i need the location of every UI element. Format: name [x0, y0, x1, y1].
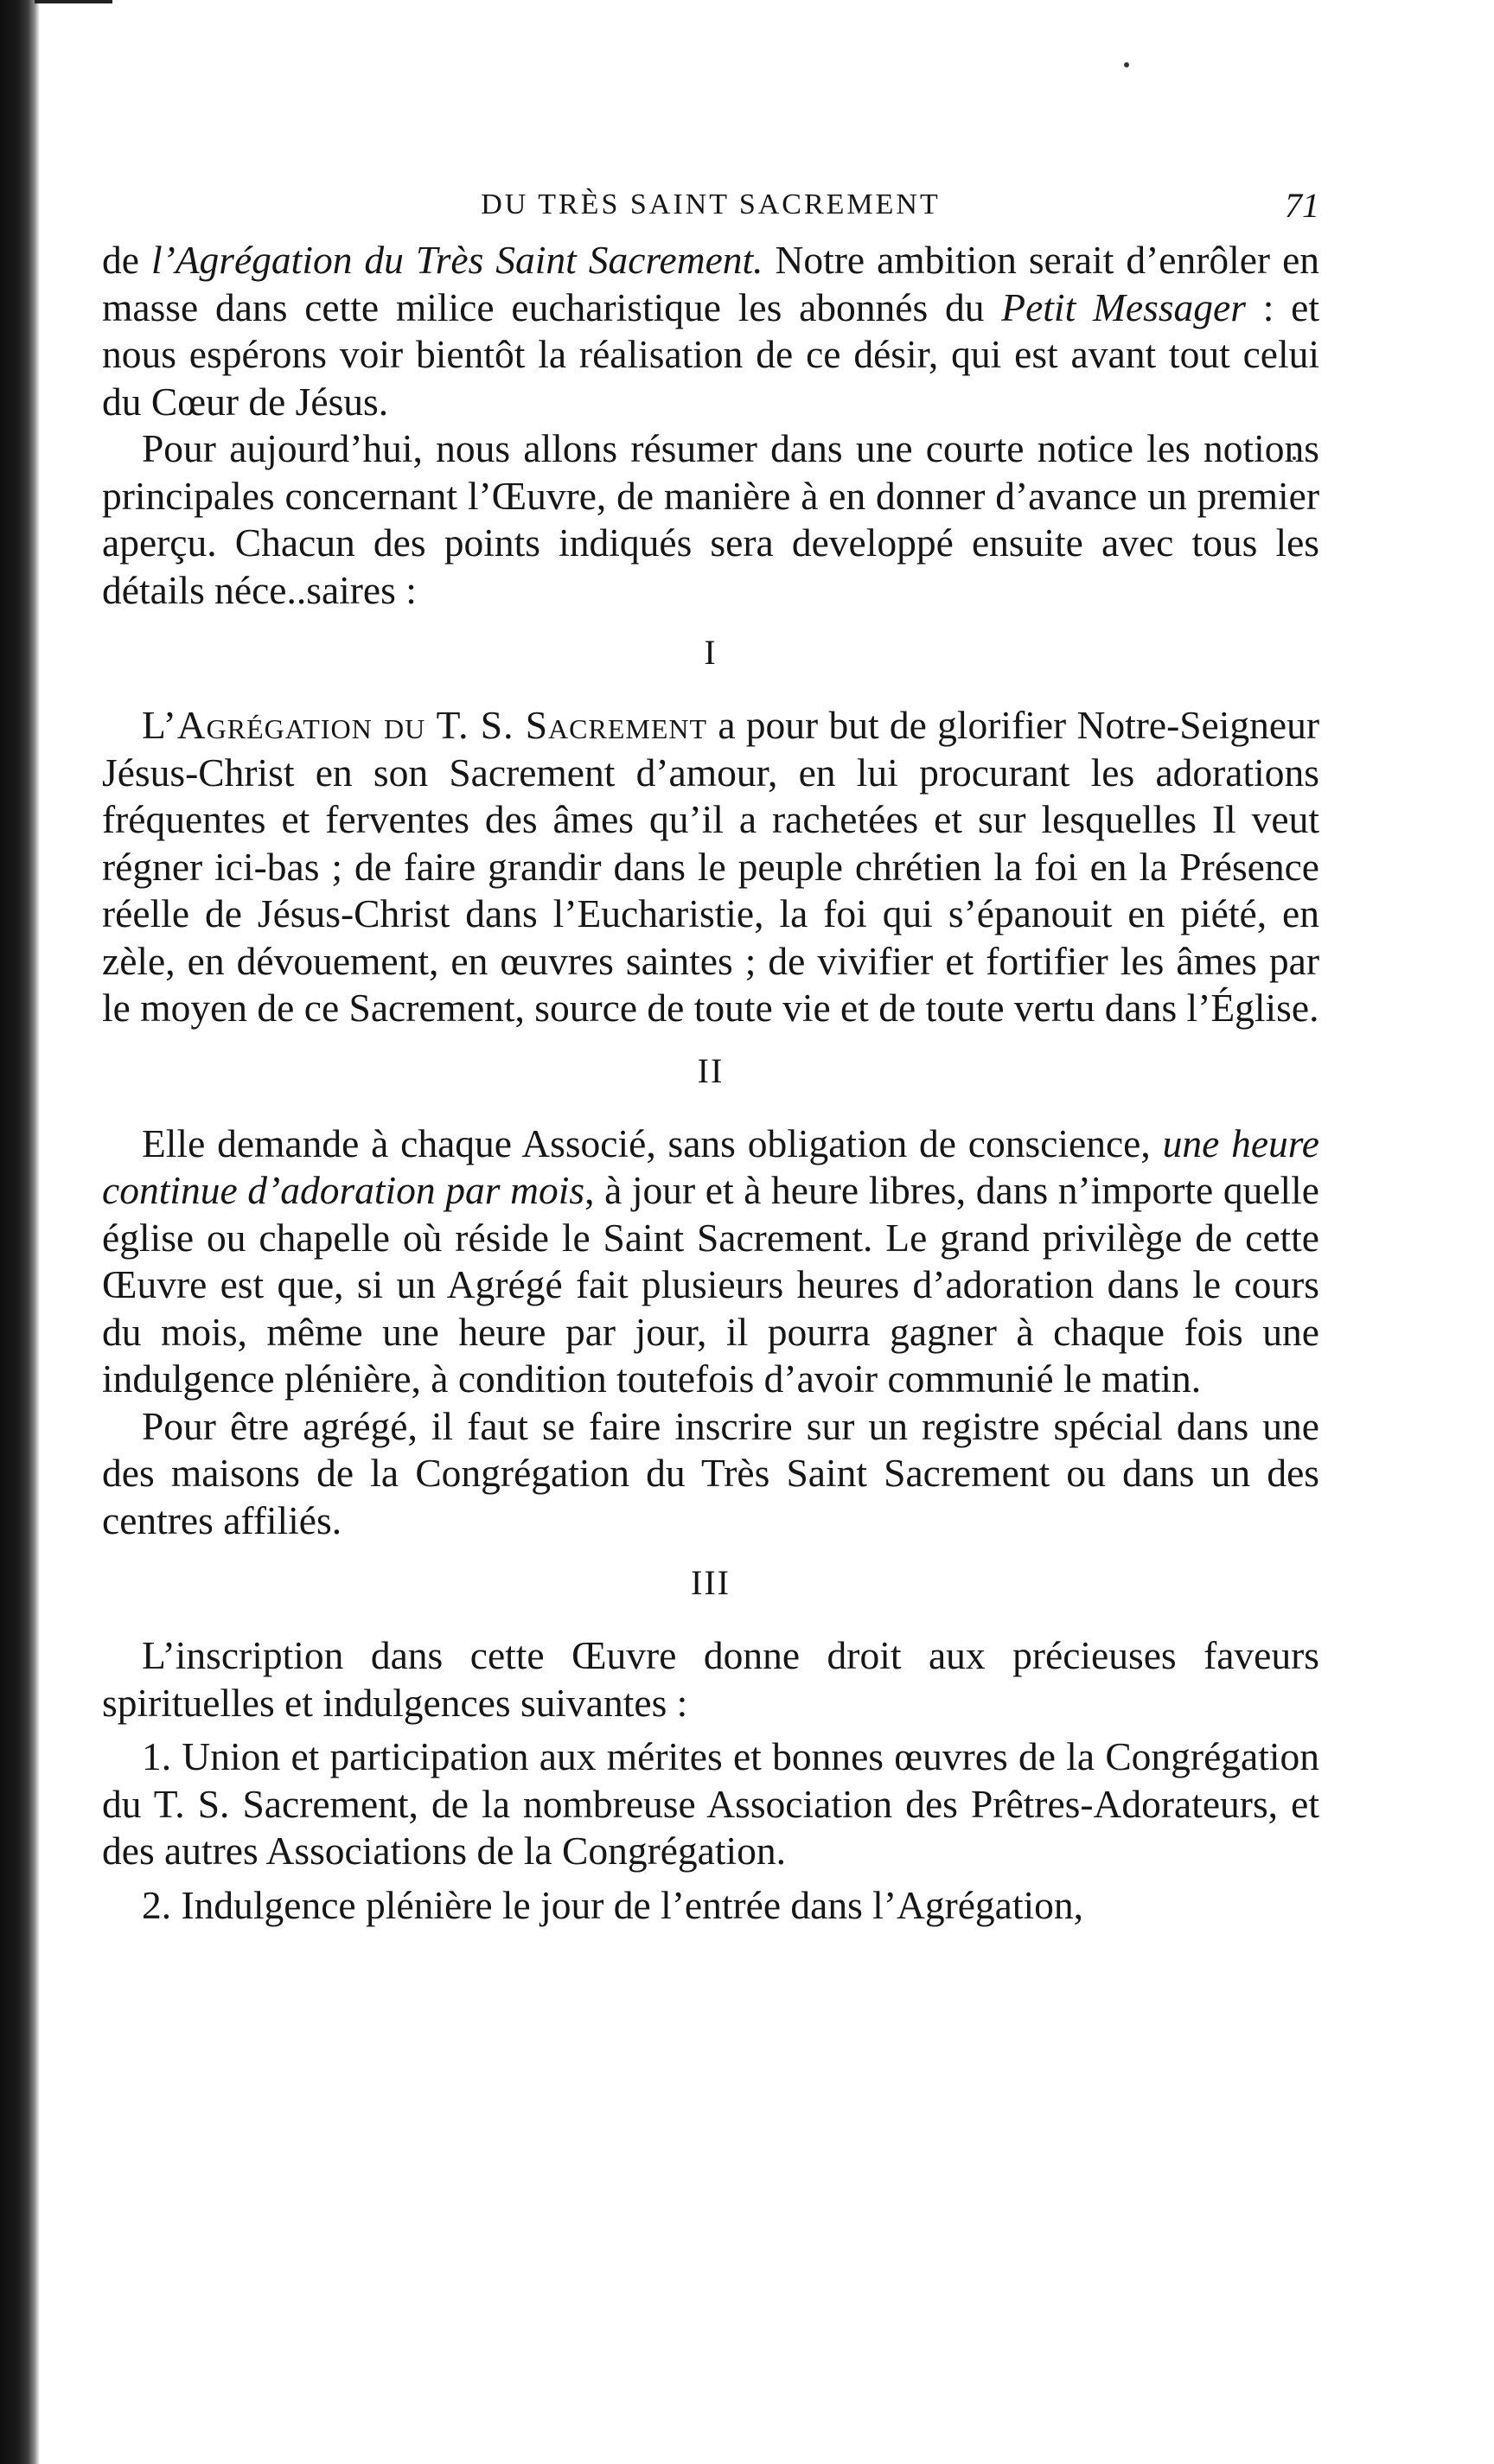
list-item: 2. Indulgence plénière le jour de l’entrée dans l’Agrégation,: [142, 1882, 1084, 1927]
small-caps-lead: L’Agrégation du T. S. Sacrement: [142, 703, 708, 747]
running-header: [102, 173, 1319, 237]
list-item: 1. Union et participation aux mérites et bonnes œuvres de la Congrégation du T. S. Sacrement, de la nombreuse Association des Prêtres-Adorateurs, et des autres Associations de la Congrégation.: [102, 1734, 1319, 1873]
text-run: , à jour et à heure libres, dans n’importe quelle église ou chapelle où réside le Saint Sacrement. Le grand privilège de cette Œuvre est que, si un Agrégé fait plusieurs heures d’adoration dans le cours du mois, même une heure par jour, il pourra gagner à chaque fois une indulgence plénière, à condition toutefois d’avoir communié le matin.: [102, 1168, 1319, 1401]
text-run: de: [102, 238, 151, 282]
book-binding-edge: [0, 0, 40, 2464]
section-2-paragraph-1: [102, 1120, 1319, 1403]
section-numeral-2: II: [697, 1050, 725, 1090]
page-number: 71: [1285, 186, 1319, 225]
section-2-paragraph-2: Pour être agrégé, il faut se faire inscrire sur un registre spécial dans une des maisons de la Congrégation du Très Saint Sacrement ou dans un des centres affiliés.: [102, 1403, 1319, 1542]
running-title: DU TRÈS SAINT SACREMENT: [481, 188, 941, 220]
italic-title-petit-messager: Petit Messager: [1001, 284, 1246, 329]
italic-phrase-heure: une heure continue d’adoration par mois: [102, 1120, 1319, 1212]
ink-speck: [1124, 62, 1129, 67]
italic-title-agregation: l’Agrégation du Très Saint Sacrement.: [150, 238, 763, 282]
text-run: Notre ambition serait d’enrôler en masse dans cette milice eucharistique les abonnés du: [102, 238, 1320, 329]
section-numeral-1: I: [704, 633, 718, 672]
book-page: [102, 173, 1319, 1929]
intro-paragraph-1: [102, 237, 1319, 425]
scan-top-mark: [35, 0, 112, 3]
text-run: Elle demande à chaque Associé, sans obligation de conscience,: [142, 1120, 1163, 1165]
section-3-paragraph-1: L’inscription dans cette Œuvre donne droit aux précieuses faveurs spirituelles et indulgences suivantes :: [102, 1633, 1319, 1725]
intro-paragraph-2: Pour aujourd’hui, nous allons résumer dans une courte notice les notions principales concernant l’Œuvre, de manière à en donner d’avance un premier aperçu. Chacun des points indiqués sera developpé ensuite avec tous les détails néce..saires :: [102, 426, 1319, 612]
text-run: : et nous espérons voir bientôt la réalisation de ce désir, qui est avant tout celui du Cœur de Jésus.: [102, 284, 1320, 424]
section-1-paragraph: [102, 702, 1319, 1032]
text-run: a pour but de glorifier Notre-Seigneur Jésus-Christ en son Sacrement d’amour, en lui procurant les adorations fréquentes et ferventes des âmes qu’il a rachetées et sur lesquelles Il veut régner ici-bas ; de faire grandir dans le peuple chrétien la foi en la Présence réelle de Jésus-Christ dans l’Eucharistie, la foi qui s’épanouit en piété, en zèle, en dévouement, en œuvres saintes ; de vivifier et fortifier les âmes par le moyen de ce Sacrement, source de toute vie et de toute vertu dans l’Église.: [102, 703, 1319, 1030]
section-numeral-3: III: [691, 1563, 731, 1602]
